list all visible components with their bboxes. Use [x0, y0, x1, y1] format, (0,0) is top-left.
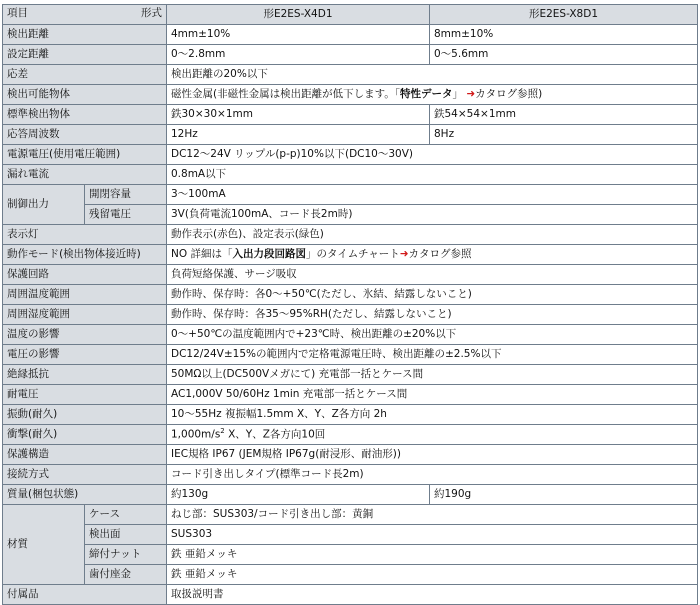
row-connection: [3, 465, 698, 485]
value-common: ねじ部：SUS303/コード引き出し部：黄銅: [167, 505, 698, 525]
row-voltage-influence: [3, 345, 698, 365]
value-x4d1: 鉄30×30×1mm: [167, 105, 430, 125]
header-format: 形式: [141, 7, 162, 19]
row-label: 応答周波数: [3, 125, 167, 145]
value-common: 50MΩ以上(DC500Vメガにて) 充電部一括とケース間: [167, 365, 698, 385]
value-common: 検出距離の20%以下: [167, 65, 698, 85]
row-indicator: [3, 225, 698, 245]
value-common: コード引き出しタイプ(標準コード長2m): [167, 465, 698, 485]
row-label: 温度の影響: [3, 325, 167, 345]
sub-label: ケース: [85, 505, 167, 525]
value-common: DC12/24V±15%の範囲内で定格電源電圧時、検出距離の±2.5%以下: [167, 345, 698, 365]
text: 1,000m/s: [171, 428, 221, 441]
text: カタログ参照): [475, 87, 543, 100]
row-hysteresis: [3, 65, 698, 85]
row-label: 周囲湿度範囲: [3, 305, 167, 325]
value-x8d1: 約190g: [430, 485, 698, 505]
link-io-circuit: 入出力段回路図: [232, 247, 306, 260]
value-common: DC12〜24V リップル(p-p)10%以下(DC10〜30V): [167, 145, 698, 165]
value-common: 動作表示(赤色)、設定表示(緑色): [167, 225, 698, 245]
row-label: 漏れ電流: [3, 165, 167, 185]
value-common: 0〜+50℃の温度範囲内で+23℃時、検出距離の±20%以下: [167, 325, 698, 345]
row-detect-distance: [3, 25, 698, 45]
value-x8d1: 8Hz: [430, 125, 698, 145]
row-shock: [3, 425, 698, 445]
arrow-right-icon: ➜: [399, 247, 409, 260]
row-label: 標準検出物体: [3, 105, 167, 125]
value-common: 負荷短絡保護、サージ吸収: [167, 265, 698, 285]
row-label: 検出可能物体: [3, 85, 167, 105]
value-x4d1: 4mm±10%: [167, 25, 430, 45]
value-x8d1: 0〜5.6mm: [430, 45, 698, 65]
sub-label: 検出面: [85, 525, 167, 545]
row-protective-structure: [3, 445, 698, 465]
row-label: 保護構造: [3, 445, 167, 465]
row-ambient-temp: [3, 285, 698, 305]
row-label: 振動(耐久): [3, 405, 167, 425]
superscript: 2: [220, 427, 225, 436]
arrow-right-icon: ➜: [466, 87, 476, 100]
value-common: 取扱説明書: [167, 585, 698, 605]
row-weight: [3, 485, 698, 505]
link-characteristic-data: 特性データ: [400, 87, 453, 100]
row-dielectric: [3, 385, 698, 405]
row-material-washer: [3, 565, 698, 585]
value-common: 3V(負荷電流100mA、コード長2m時): [167, 205, 698, 225]
header-corner: [3, 5, 167, 25]
row-vibration: [3, 405, 698, 425]
value-x4d1: 12Hz: [167, 125, 430, 145]
value-common: [167, 85, 698, 105]
value-x4d1: 0〜2.8mm: [167, 45, 430, 65]
header-item: 項目: [7, 7, 28, 19]
text: 磁性金属(非磁性金属は検出距離が低下します。「: [171, 87, 401, 100]
value-common: [167, 425, 698, 445]
row-label: 表示灯: [3, 225, 167, 245]
row-detectable-object: [3, 85, 698, 105]
text: 」: [452, 87, 464, 100]
row-label: 質量(梱包状態): [3, 485, 167, 505]
value-common: AC1,000V 50/60Hz 1min 充電部一括とケース間: [167, 385, 698, 405]
value-common: 0.8mA以下: [167, 165, 698, 185]
value-common: 動作時、保存時：各0〜+50℃(ただし、氷結、結露しないこと): [167, 285, 698, 305]
value-x8d1: 8mm±10%: [430, 25, 698, 45]
row-material-nut: [3, 545, 698, 565]
row-label: 検出距離: [3, 25, 167, 45]
row-label: 動作モード(検出物体接近時): [3, 245, 167, 265]
spec-table: [2, 4, 698, 605]
row-operation-mode: [3, 245, 698, 265]
row-label: 衝撃(耐久): [3, 425, 167, 445]
row-material-face: [3, 525, 698, 545]
value-common: 動作時、保存時：各35〜95%RH(ただし、結露しないこと): [167, 305, 698, 325]
row-ambient-humidity: [3, 305, 698, 325]
row-label: 設定距離: [3, 45, 167, 65]
row-supply-voltage: [3, 145, 698, 165]
row-insulation: [3, 365, 698, 385]
row-label: 絶縁抵抗: [3, 365, 167, 385]
row-leak-current: [3, 165, 698, 185]
value-common: 3〜100mA: [167, 185, 698, 205]
value-common: 鉄 亜鉛メッキ: [167, 565, 698, 585]
row-response-freq: [3, 125, 698, 145]
text: X、Y、Z各方向10回: [224, 428, 326, 441]
sub-label: 残留電圧: [85, 205, 167, 225]
value-common: [167, 245, 698, 265]
header-model-x4d1: 形E2ES-X4D1: [167, 5, 430, 25]
text: カタログ参照: [408, 247, 472, 260]
header-model-x8d1: 形E2ES-X8D1: [430, 5, 698, 25]
header-row: [3, 5, 698, 25]
row-label: 材質: [3, 505, 85, 585]
row-label: 電圧の影響: [3, 345, 167, 365]
row-accessories: [3, 585, 698, 605]
sub-label: 締付ナット: [85, 545, 167, 565]
row-standard-object: [3, 105, 698, 125]
row-temp-influence: [3, 325, 698, 345]
value-common: SUS303: [167, 525, 698, 545]
value-common: 10〜55Hz 複振幅1.5mm X、Y、Z各方向 2h: [167, 405, 698, 425]
row-label: 周囲温度範囲: [3, 285, 167, 305]
row-label: 電源電圧(使用電圧範囲): [3, 145, 167, 165]
row-label: 接続方式: [3, 465, 167, 485]
row-control-output-residual: [3, 205, 698, 225]
row-label: 付属品: [3, 585, 167, 605]
row-set-distance: [3, 45, 698, 65]
row-label: 耐電圧: [3, 385, 167, 405]
value-x4d1: 約130g: [167, 485, 430, 505]
row-material-case: [3, 505, 698, 525]
value-common: IEC規格 IP67 (JEM規格 IP67g(耐浸形、耐油形)): [167, 445, 698, 465]
row-label: 応差: [3, 65, 167, 85]
sub-label: 開閉容量: [85, 185, 167, 205]
row-label: 保護回路: [3, 265, 167, 285]
value-common: 鉄 亜鉛メッキ: [167, 545, 698, 565]
sub-label: 歯付座金: [85, 565, 167, 585]
row-protection-circuit: [3, 265, 698, 285]
value-x8d1: 鉄54×54×1mm: [430, 105, 698, 125]
row-control-output-capacity: [3, 185, 698, 205]
text: NO 詳細は「: [171, 247, 233, 260]
text: 」のタイムチャート: [305, 247, 400, 260]
row-label: 制御出力: [3, 185, 85, 225]
